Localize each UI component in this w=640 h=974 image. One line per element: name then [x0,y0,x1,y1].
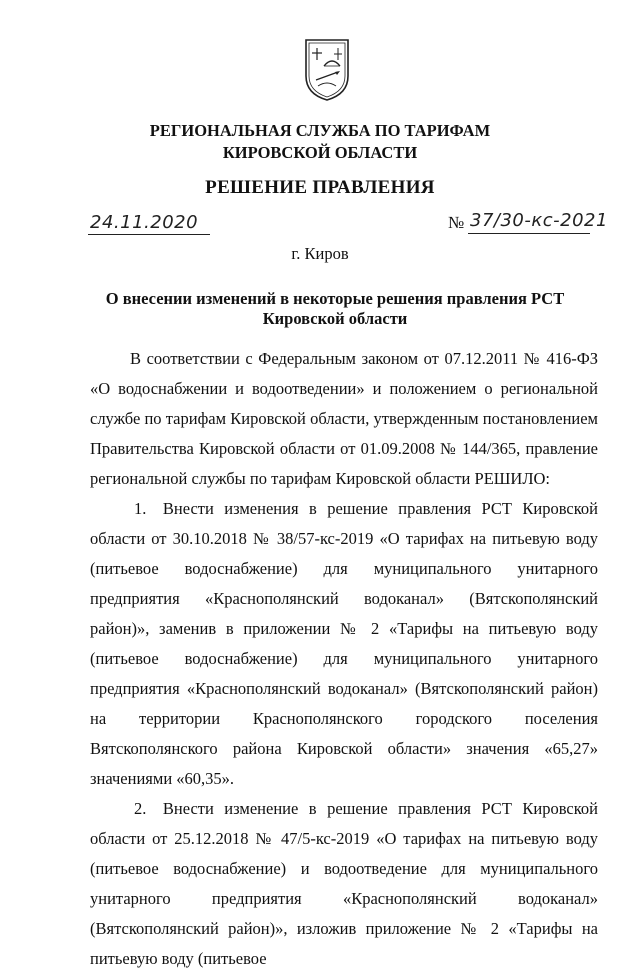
number-underline [468,233,590,234]
subject-line2: Кировской области [262,309,408,328]
coat-of-arms-icon [302,36,352,102]
document-type-title: РЕШЕНИЕ ПРАВЛЕНИЯ [205,177,435,198]
item-2-paragraph: 2. Внести изменение в решение правления РСТ Кировской области от 25.12.2018 № 47/5-кс-2019 «О тарифах на питьевую воду (питьевое водоснабжение) и водоотведение для муниципального унитарного предприятия «Краснополянский водоканал» (Вятскополянский район)», изложив приложение № 2 «Тарифы на питьевую воду (питьевое [90,799,598,968]
document-body [90,344,598,974]
handwritten-date: 24.11.2020 [90,212,199,233]
document-subject [90,289,580,329]
handwritten-document-number: 37/30-кс-2021 [470,210,608,231]
organization-name-line2: КИРОВСКОЙ ОБЛАСТИ [222,143,418,162]
number-sign: № [448,213,465,232]
organization-name-line1: РЕГИОНАЛЬНАЯ СЛУЖБА ПО ТАРИФАМ [149,121,491,140]
item-1-paragraph: 1. Внести изменения в решение правления РСТ Кировской области от 30.10.2018 № 38/57-кс-2019 «О тарифах на питьевую воду (питьевое водоснабжение) для муниципального унитарного предприятия «Краснополянский водоканал» (Вятскополянский район)», заменив в приложении № 2 «Тарифы на питьевую воду (питьевое водоснабжение) для муниципального унитарного предприятия «Краснополянский водоканал» (Вятскополянский район) на территории Краснополянского городского поселения Вятскополянского района Кировской области» значения «65,27» значениями «60,35». [90,499,598,788]
preamble-paragraph: В соответствии с Федеральным законом от 07.12.2011 № 416-ФЗ «О водоснабжении и водоотведении» и положением о региональной службе по тарифам Кировской области, утвержденным постановлением Правительства Кировской области от 01.09.2008 № 144/365, правление региональной службы по тарифам Кировской области РЕШИЛО: [90,349,598,488]
subject-line1: О внесении изменений в некоторые решения правления РСТ [105,289,565,308]
date-underline [88,234,210,235]
city-name: г. Киров [291,244,349,263]
